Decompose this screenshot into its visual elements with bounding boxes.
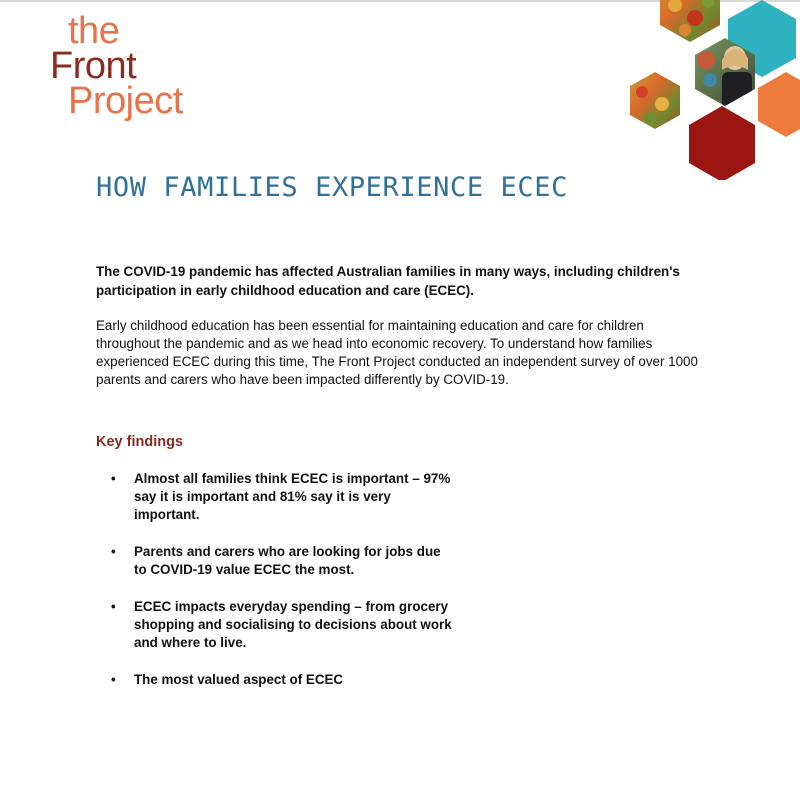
logo-word-the: the	[68, 10, 120, 52]
finding-text: ECEC impacts everyday spending – from grocery shopping and socialising to decisions about work and where to live.	[134, 599, 452, 650]
the-front-project-logo	[48, 10, 248, 122]
list-item	[96, 671, 456, 689]
finding-text: The most valued aspect of ECEC	[134, 672, 344, 687]
bullet-icon: •	[111, 544, 116, 559]
logo-word-project: Project	[68, 79, 183, 122]
bullet-icon: •	[111, 672, 116, 687]
intro-summary: The COVID-19 pandemic has affected Australian families in many ways, including children's participation in early childhood education and care (ECEC).	[96, 264, 680, 298]
hexagon-photo-collage	[610, 0, 800, 180]
autumn-leaves-photo-top	[658, 0, 722, 44]
intro-paragraph: Early childhood education has been essential for maintaining education and care for children throughout the pandemic and as we head into economic recovery. To understand how families experienced ECEC during this time, The Front Project conducted an independent survey of over 1000 parents and carers who have been impacted differently by COVID-19.	[96, 318, 698, 387]
autumn-leaves-photo-left	[628, 70, 682, 132]
page-title: HOW FAMILIES EXPERIENCE ECEC	[96, 172, 568, 203]
list-item	[96, 470, 456, 524]
bullet-icon: •	[111, 599, 116, 614]
list-item	[96, 543, 456, 579]
finding-text: Parents and carers who are looking for jobs due to COVID-19 value ECEC the most.	[134, 544, 441, 577]
logo-word-front: Front	[50, 44, 137, 87]
bullet-icon: •	[111, 471, 116, 486]
red-hexagon	[689, 106, 755, 180]
orange-hexagon	[758, 72, 800, 137]
key-findings-list	[96, 470, 456, 708]
list-item	[96, 598, 456, 652]
key-findings-heading: Key findings	[96, 434, 184, 450]
finding-text: Almost all families think ECEC is important – 97% say it is important and 81% say it is very important.	[134, 471, 451, 522]
